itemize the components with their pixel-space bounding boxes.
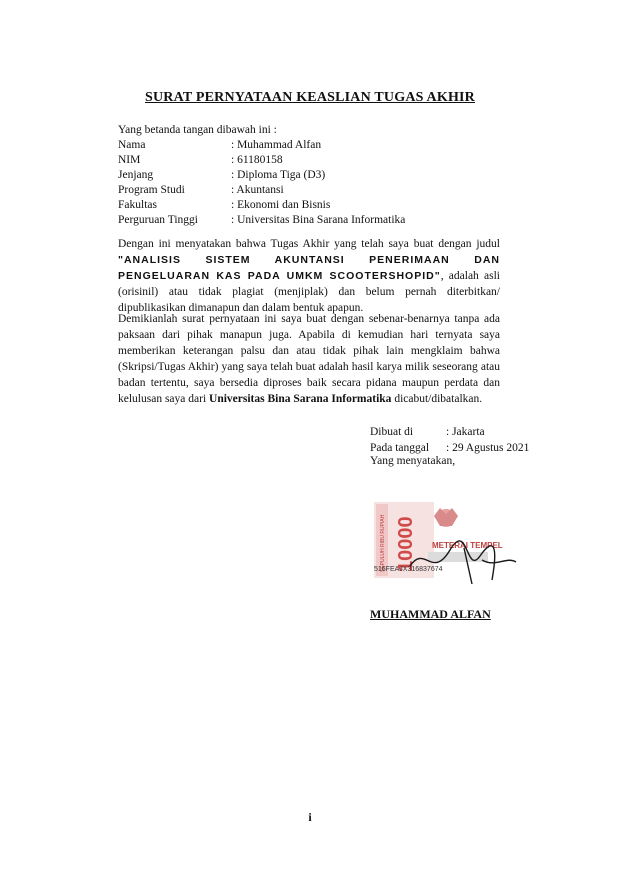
closing-tail: dicabut/dibatalkan. bbox=[391, 393, 483, 405]
closing-lead: Demikianlah surat pernyataan ini saya buat dengan sebenar-benarnya tanpa ada paksaan dari pihak manapun juga. Apabila di kemudian hari ternyata saya memberikan keterangan palsu dan atau tidak pihak lain mengklaim bahwa (Skripsi/Tugas Akhir) yang saya telah buat adalah hasil karya milik seseorang atau badan tertentu, saya bersedia diproses baik secara pidana maupun perdata dan kelulusan saya dari bbox=[118, 313, 500, 405]
identity-row bbox=[118, 213, 405, 228]
stamp-text: METERAI TEMPEL bbox=[432, 541, 503, 550]
identity-label: Jenjang bbox=[118, 169, 154, 181]
statement-rest: , adalah asli (orisinil) atau tidak plagiat (menjiplak) dan belum pernah diterbitkan/ dipublikasikan dimanapun dan dalam bentuk apapun. bbox=[118, 270, 500, 314]
identity-row bbox=[118, 153, 405, 168]
identity-label: Perguruan Tinggi bbox=[118, 214, 198, 226]
identity-label: Program Studi bbox=[118, 184, 185, 196]
date-label: Pada tanggal bbox=[370, 442, 430, 454]
identity-row bbox=[118, 138, 405, 153]
identity-table bbox=[118, 138, 405, 228]
thesis-title: "ANALISIS SISTEM AKUNTANSI PENERIMAAN DAN PENGELUARAN KAS PADA UMKM SCOOTERSHOPID" bbox=[118, 254, 500, 282]
sign-place-date bbox=[370, 424, 529, 456]
identity-label: Nama bbox=[118, 139, 146, 151]
statement-lead: Dengan ini menyatakan bahwa Tugas Akhir yang telah saya buat dengan judul bbox=[118, 238, 500, 250]
closing-paragraph bbox=[118, 311, 500, 407]
signer-name: MUHAMMAD ALFAN bbox=[370, 607, 491, 621]
garuda-emblem-icon bbox=[434, 508, 458, 527]
identity-label: Fakultas bbox=[118, 199, 157, 211]
identity-value: : Ekonomi dan Bisnis bbox=[231, 199, 331, 211]
identity-row bbox=[118, 183, 405, 198]
identity-value: : Akuntansi bbox=[231, 184, 284, 196]
page-number: i bbox=[308, 810, 312, 824]
stamp-value: 10000 bbox=[395, 516, 417, 572]
stamp-serial: 516FEAJX316837674 bbox=[374, 566, 443, 573]
identity-value: : 61180158 bbox=[231, 154, 283, 166]
identity-row bbox=[118, 198, 405, 213]
statement-paragraph bbox=[118, 236, 500, 316]
intro-text: Yang betanda tangan dibawah ini : bbox=[118, 124, 277, 136]
statement-closing: Yang menyatakan, bbox=[370, 455, 456, 467]
date-value: : 29 Agustus 2021 bbox=[446, 442, 530, 454]
identity-value: : Universitas Bina Sarana Informatika bbox=[231, 214, 406, 226]
identity-value: : Diploma Tiga (D3) bbox=[231, 169, 326, 181]
place-label: Dibuat di bbox=[370, 426, 414, 438]
institution-name: Universitas Bina Sarana Informatika bbox=[209, 393, 392, 405]
identity-row bbox=[118, 168, 405, 183]
meterai-stamp-signature bbox=[370, 496, 520, 588]
identity-label: NIM bbox=[118, 154, 141, 166]
identity-value: : Muhammad Alfan bbox=[231, 139, 322, 151]
stamp-side-text: SEPULUH RIBU RUPIAH bbox=[380, 514, 386, 572]
place-value: : Jakarta bbox=[446, 426, 485, 438]
document-title: SURAT PERNYATAAN KEASLIAN TUGAS AKHIR bbox=[145, 90, 475, 105]
